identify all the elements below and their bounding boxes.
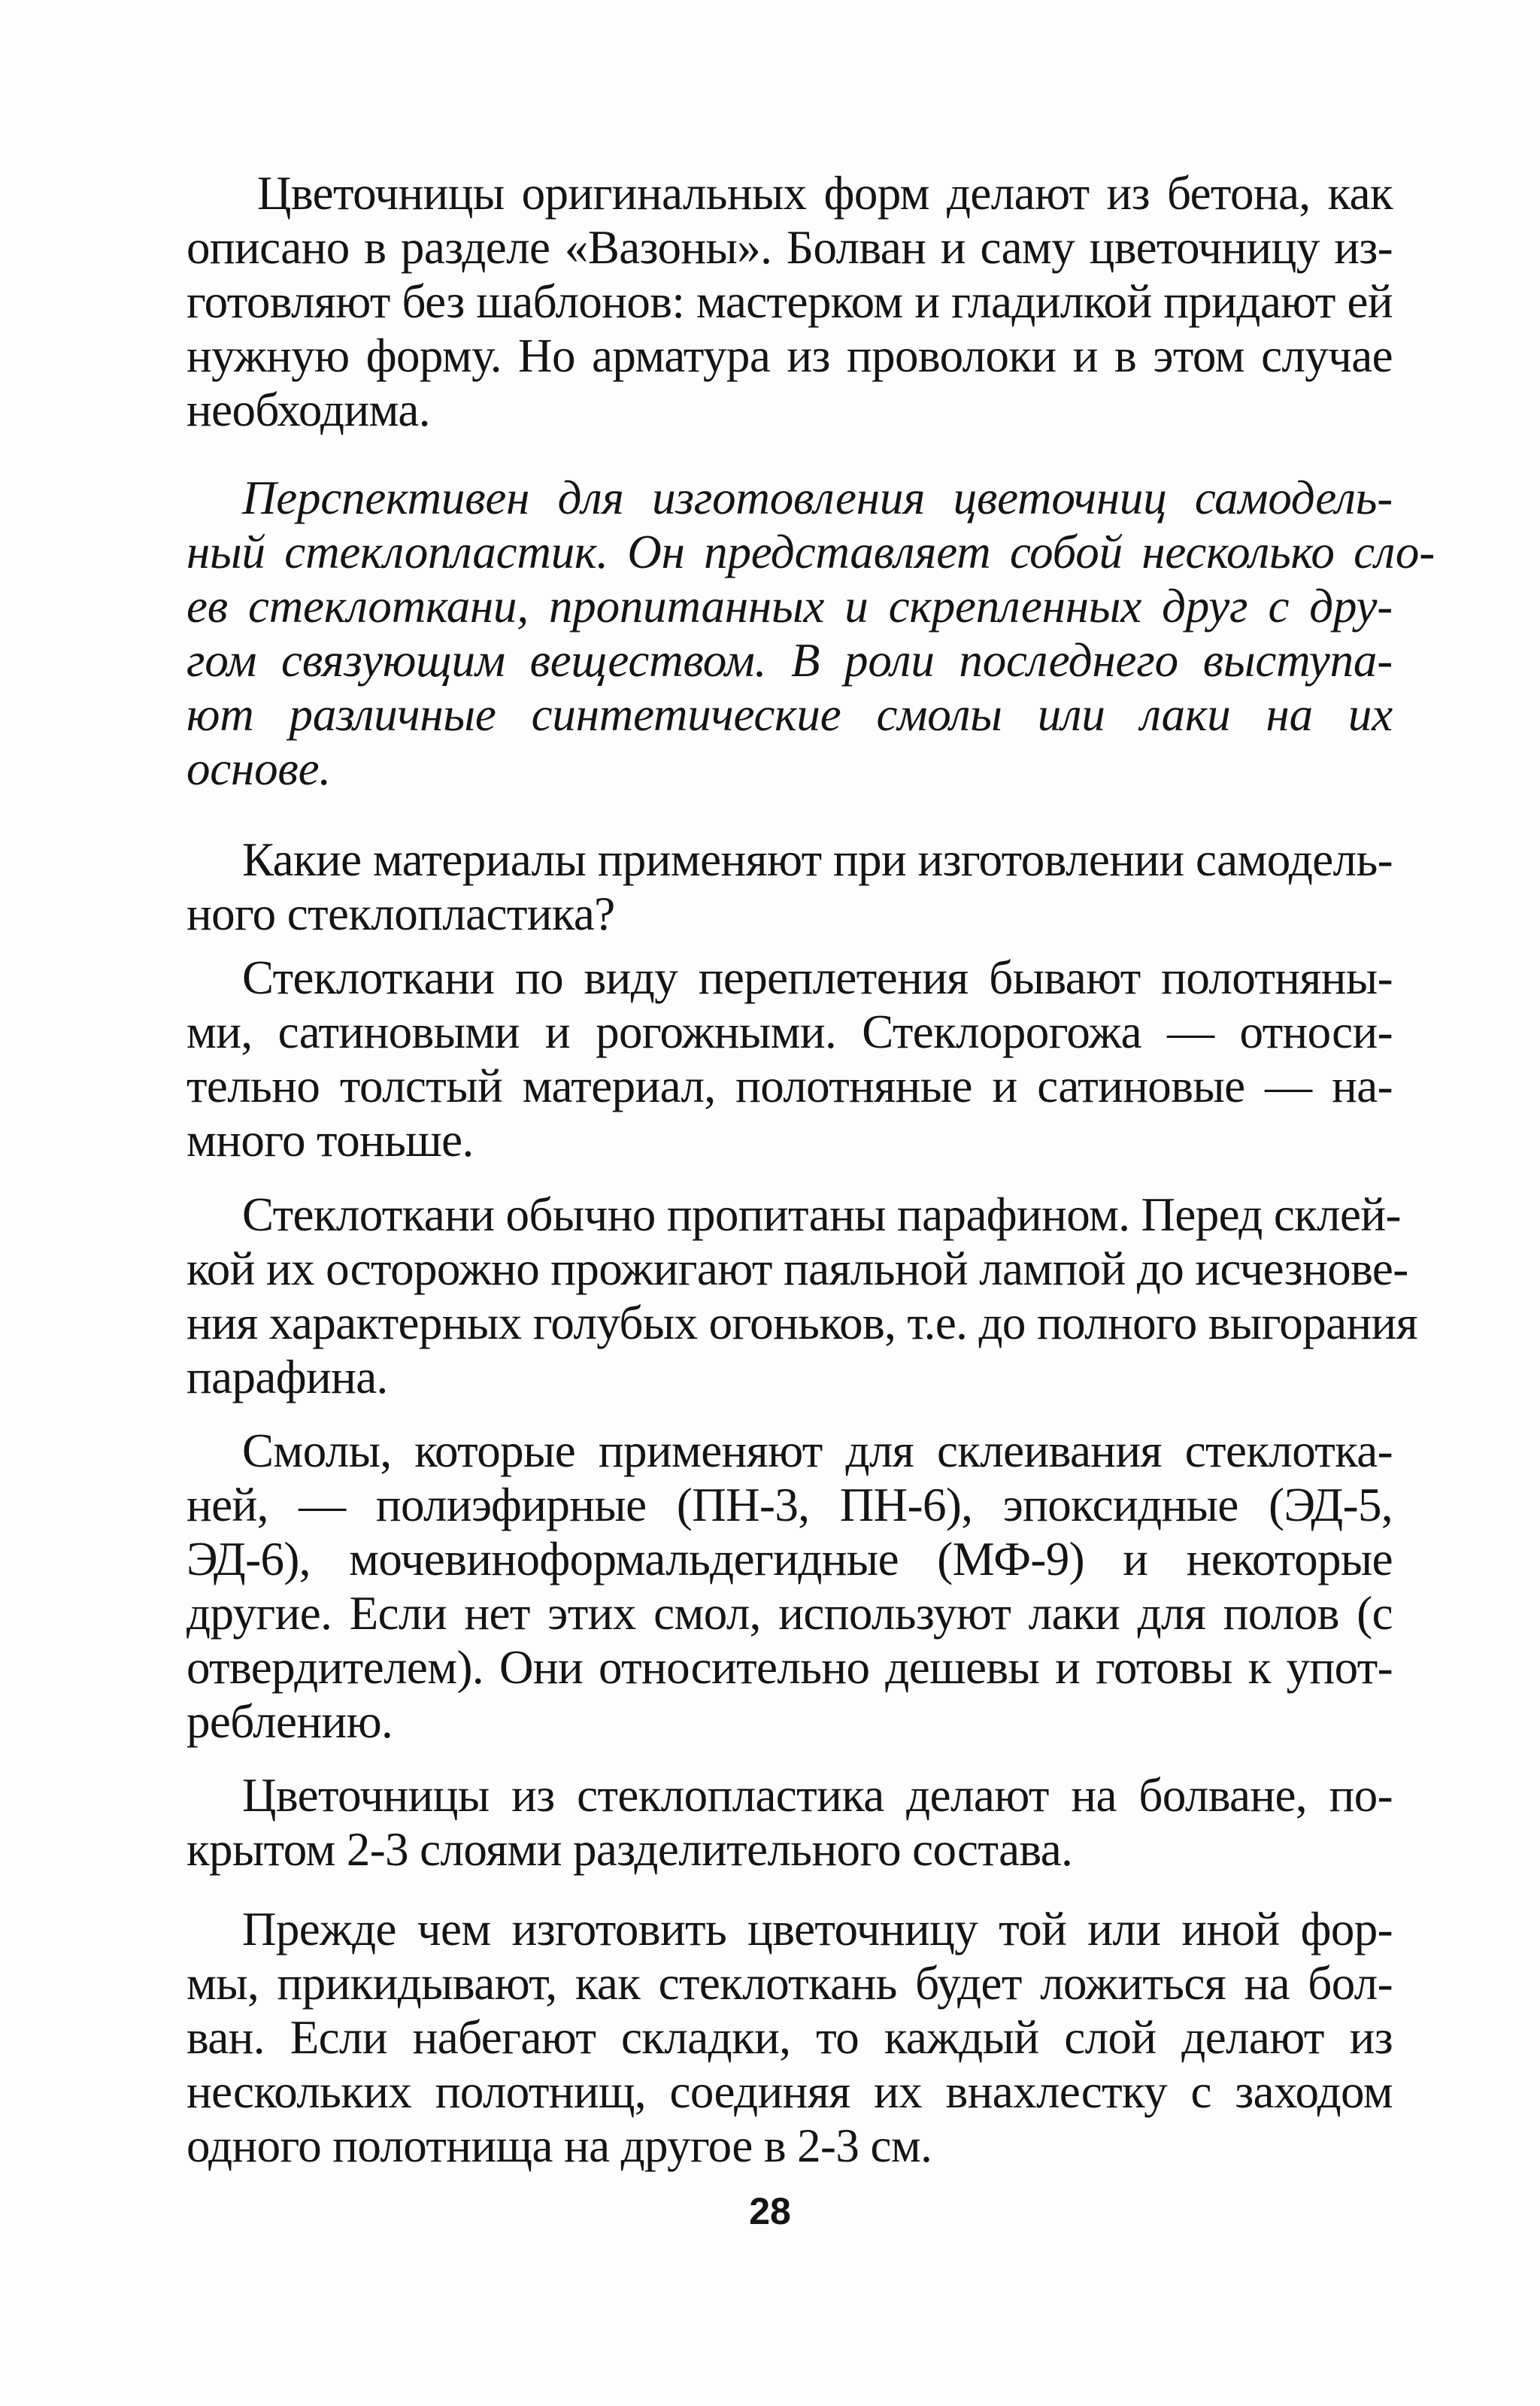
text-line: Прежде чем изготовить цветочницу той или иной фор-: [242, 1903, 1393, 1955]
text-line: ней, — полиэфирные (ПН-3, ПН-6), эпоксидные (ЭД-5,: [186, 1479, 1393, 1531]
text-line: ный стеклопластик. Он представляет собой несколько сло-: [186, 526, 1435, 578]
text-line: много тоньше.: [186, 1114, 474, 1167]
text-line: Стеклоткани по виду переплетения бывают полотняны-: [242, 951, 1393, 1004]
text-line: ЭД-6), мочевиноформальдегидные (МФ-9) и некоторые: [186, 1533, 1393, 1585]
text-line: одного полотнища на другое в 2-3 см.: [186, 2119, 932, 2172]
text-line: Перспективен для изготовления цветочниц самодель-: [242, 472, 1393, 524]
text-line: готовляют без шаблонов: мастерком и гладилкой придают ей: [186, 275, 1393, 328]
text-line: парафина.: [186, 1351, 388, 1403]
text-line: тельно толстый материал, полотняные и сатиновые — на-: [186, 1060, 1393, 1112]
text-line: Смолы, которые применяют для склеивания стеклотка-: [242, 1424, 1393, 1477]
text-line: ного стеклопластика?: [186, 887, 615, 940]
text-line: ния характерных голубых огоньков, т.е. до полного выгорания: [186, 1297, 1418, 1349]
text-line: реблению.: [186, 1695, 393, 1748]
text-line: Какие материалы применяют при изготовлении самодель-: [242, 833, 1393, 886]
page-number: 28: [749, 2190, 791, 2232]
text-line: гом связующим веществом. В роли последнего выступа-: [186, 634, 1393, 687]
text-line: ев стеклоткани, пропитанных и скрепленных друг с дру-: [186, 580, 1393, 633]
text-line: кой их осторожно прожигают паяльной лампой до исчезнове-: [186, 1242, 1408, 1295]
text-line: другие. Если нет этих смол, используют лаки для полов (с: [186, 1587, 1393, 1640]
text-line: описано в разделе «Вазоны». Болван и саму цветочницу из-: [186, 221, 1393, 274]
text-line: нескольких полотнищ, соединяя их внахлестку с заходом: [186, 2065, 1393, 2118]
text-line: Стеклоткани обычно пропитаны парафином. Перед склей-: [242, 1188, 1401, 1241]
text-line: ми, сатиновыми и рогожными. Стеклорогожа — относи-: [186, 1006, 1393, 1058]
text-line: ют различные синтетические смолы или лаки на их: [186, 688, 1393, 741]
text-line: Цветочницы из стеклопластика делают на болване, по-: [242, 1769, 1393, 1822]
text-line: отвердителем). Они относительно дешевы и готовы к упот-: [186, 1641, 1393, 1694]
text-line: основе.: [186, 742, 331, 795]
text-line: Цветочницы оригинальных форм делают из бетона, как: [257, 167, 1393, 220]
text-line: ван. Если набегают складки, то каждый слой делают из: [186, 2011, 1393, 2064]
text-line: нужную форму. Но арматура из проволоки и в этом случае: [186, 329, 1393, 382]
text-line: крытом 2-3 слоями разделительного состава.: [186, 1823, 1073, 1876]
text-line: мы, прикидывают, как стеклоткань будет ложиться на бол-: [186, 1957, 1393, 2010]
text-line: необходима.: [186, 384, 430, 436]
